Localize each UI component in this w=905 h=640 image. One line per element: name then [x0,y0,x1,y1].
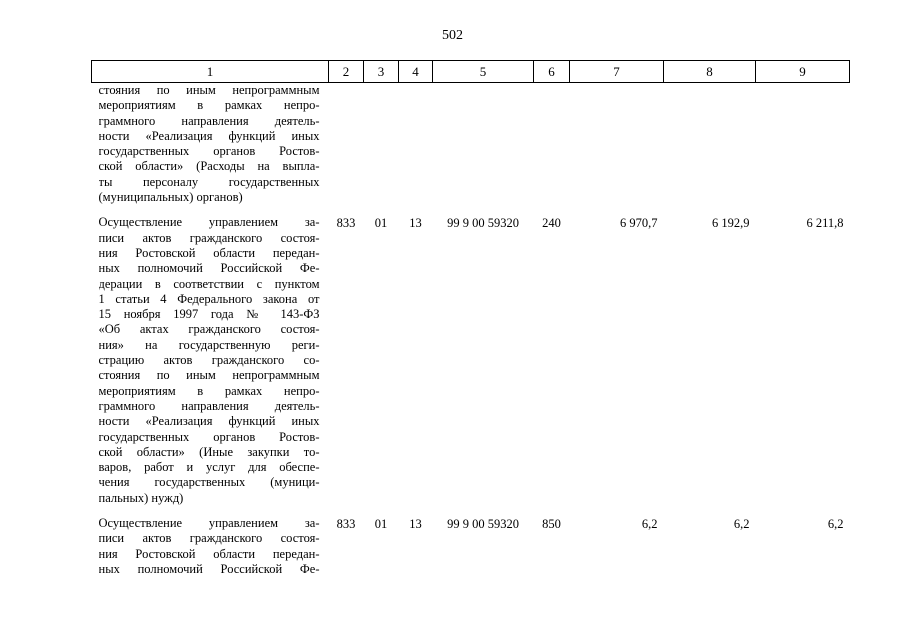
cell-amount-1 [570,83,664,206]
description-line: ности «Реализация функций иных [98,414,320,429]
cell-section: 01 [374,216,388,231]
table-row [92,506,850,577]
budget-table [91,60,850,577]
description-line: дерации в соответствии с пунктом [98,276,320,291]
description-line: стояния по иным непрограммным [98,368,320,383]
row-description [92,83,329,206]
cell-amount-2: 6 192,9 [712,216,750,231]
cell-amount-3: 6,2 [827,517,844,532]
cell-target-code: 99 9 00 59320 [447,216,519,231]
cell-amount-2 [664,83,756,206]
cell-ministry: 833 [336,216,356,231]
description-line: Осуществление управлением за- [98,516,320,531]
description-line: «Об актах гражданского состоя- [98,322,320,337]
cell-section: 01 [374,517,388,532]
description-line: мероприятиям в рамках непро- [98,383,320,398]
description-line: ты персоналу государственных [98,174,320,189]
column-header-4: 4 [399,61,433,83]
column-header-8: 8 [664,61,756,83]
description-line: варов, работ и услуг для обеспе- [98,460,320,475]
cell-ministry: 833 [336,517,356,532]
cell-subsection [399,83,433,206]
page-number: 502 [442,28,463,43]
description-line: ской области» (Иные закупки то- [98,444,320,459]
cell-amount-1: 6 970,7 [620,216,658,231]
description-line: страцию актов гражданского со- [98,353,320,368]
cell-target-code [433,83,534,206]
description-line: ности «Реализация функций иных [98,128,320,143]
cell-expense-type: 240 [542,216,561,231]
description-line: (муниципальных) органов) [98,190,243,205]
row-description [92,205,329,506]
cell-expense-type [534,83,570,206]
description-line: граммного направления деятель- [98,398,320,413]
description-line: пальных) нужд) [98,490,184,505]
cell-ministry [329,83,364,206]
description-line: ния» на государственную реги- [98,337,320,352]
table-header [92,61,850,83]
header-row [92,61,850,83]
cell-amount-3: 6 211,8 [806,216,844,231]
cell-amount-2: 6,2 [733,517,750,532]
description-line: чения государственных (муници- [98,475,320,490]
column-header-2: 2 [329,61,364,83]
description-line: ния Ростовской области передан- [98,245,320,260]
column-header-5: 5 [433,61,534,83]
cell-amount-3 [756,83,850,206]
description-line: писи актов гражданского состоя- [98,531,320,546]
description-line: Осуществление управлением за- [98,215,320,230]
table-row [92,83,850,206]
column-header-1: 1 [92,61,329,83]
description-line: 1 статьи 4 Федерального закона от [98,291,320,306]
description-line: мероприятиям в рамках непро- [98,98,320,113]
cell-target-code: 99 9 00 59320 [447,517,519,532]
description-line: ния Ростовской области передан- [98,546,320,561]
cell-expense-type: 850 [542,517,561,532]
description-line: государственных органов Ростов- [98,144,320,159]
description-line: государственных органов Ростов- [98,429,320,444]
table-row [92,205,850,506]
description-line: стояния по иным непрограммным [98,83,320,97]
description-line: ных полномочий Российской Фе- [98,261,320,276]
cell-subsection: 13 [409,216,422,231]
description-line: граммного направления деятель- [98,113,320,128]
column-header-3: 3 [364,61,399,83]
cell-subsection: 13 [409,517,422,532]
row-description [92,506,329,577]
cell-section [364,83,399,206]
description-line: ных полномочий Российской Фе- [98,561,320,576]
description-line: ской области» (Расходы на выпла- [98,159,320,174]
column-header-9: 9 [756,61,850,83]
description-line: писи актов гражданского состоя- [98,230,320,245]
column-header-7: 7 [570,61,664,83]
cell-amount-1: 6,2 [641,517,658,532]
column-header-6: 6 [534,61,570,83]
description-line: 15 ноября 1997 года № 143-ФЗ [98,307,320,322]
